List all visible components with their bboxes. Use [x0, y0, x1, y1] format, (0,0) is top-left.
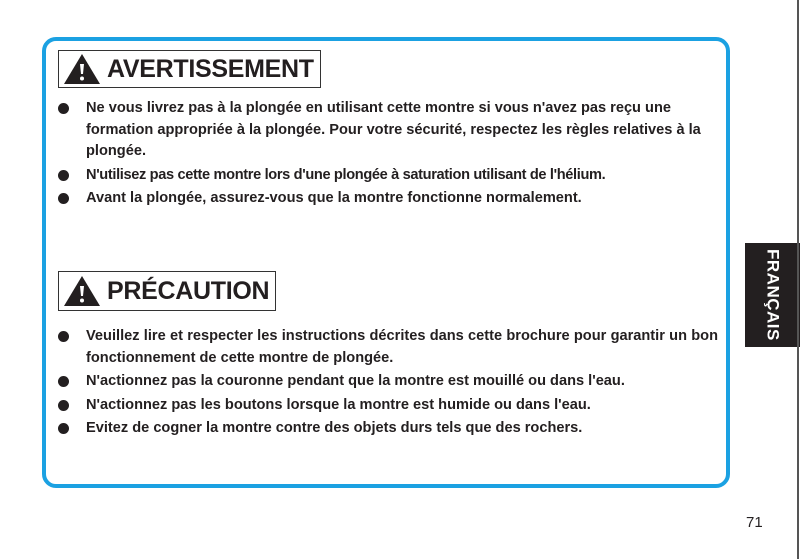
- bullet-icon: [58, 376, 69, 387]
- list-item: Evitez de cogner la montre contre des objets durs tels que des rochers.: [56, 418, 718, 440]
- list-item: N'actionnez pas la couronne pendant que la montre est mouillé ou dans l'eau.: [56, 371, 718, 393]
- bullet-icon: [58, 423, 69, 434]
- bullet-icon: [58, 193, 69, 204]
- warning-triangle-icon: [63, 53, 101, 85]
- warning-title: AVERTISSEMENT: [107, 54, 314, 83]
- bullet-icon: [58, 103, 69, 114]
- list-item: Veuillez lire et respecter les instructions décrites dans cette brochure pour garantir un bon fonctionnement de cette montre de plongée.: [56, 326, 718, 369]
- bullet-icon: [58, 331, 69, 342]
- caution-header: [58, 271, 276, 311]
- caution-list: [56, 326, 718, 442]
- bullet-icon: [58, 170, 69, 181]
- bullet-icon: [58, 400, 69, 411]
- list-item: Avant la plongée, assurez-vous que la montre fonctionne normalement.: [56, 188, 718, 210]
- caution-title: PRÉCAUTION: [107, 276, 270, 305]
- page-number: 71: [746, 514, 763, 531]
- page-edge: [797, 0, 799, 559]
- list-item: N'actionnez pas les boutons lorsque la montre est humide ou dans l'eau.: [56, 395, 718, 417]
- warning-list: [56, 98, 718, 212]
- language-tab: FRANÇAIS: [745, 243, 800, 347]
- warning-triangle-icon: [63, 275, 101, 307]
- list-item: N'utilisez pas cette montre lors d'une plongée à saturation utilisant de l'hélium.: [56, 165, 718, 187]
- list-item: Ne vous livrez pas à la plongée en utilisant cette montre si vous n'avez pas reçu une formation appropriée à la plongée. Pour votre sécurité, respectez les règles relatives à la plongée.: [56, 98, 718, 163]
- warning-header: [58, 50, 321, 88]
